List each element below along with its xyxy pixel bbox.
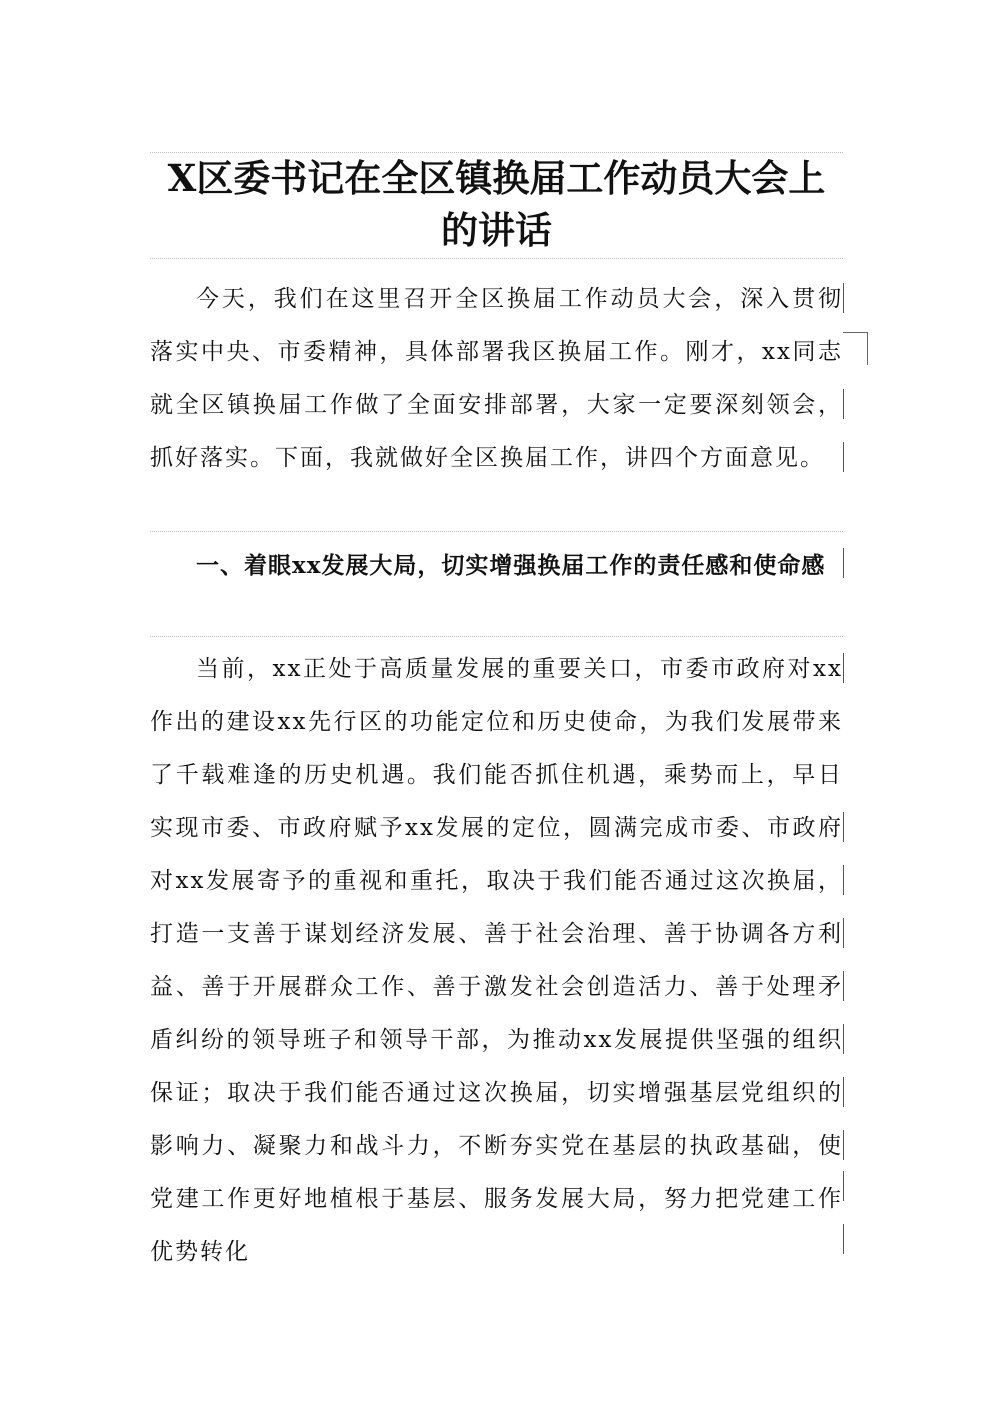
margin-bar (843, 548, 844, 578)
section-1-heading: 一、着眼xx发展大局，切实增强换届工作的责任感和使命感 (196, 552, 826, 579)
margin-bar (843, 653, 844, 683)
heading-top-rule (150, 531, 843, 532)
margin-bar (843, 442, 844, 472)
margin-bar (843, 1130, 844, 1160)
section-1-paragraph: 当前，xx正处于高质量发展的重要关口，市委市政府对xx作出的建设xx先行区的功能定位和历史使命，为我们发展带来了千载难逢的历史机遇。我们能否抓住机遇，乘势而上，早日实现市委、市政府赋予xx发展的定位，圆满完成市委、市政府对xx发展寄予的重视和重托，取决于我们能否通过这次换届，打造一支善于谋划经济发展、善于社会治理、善于协调各方利益、善于开展群众工作、善于激发社会创造活力、善于处理矛盾纠纷的领导班子和领导干部，为推动xx发展提供坚强的组织保证；取决于我们能否通过这次换届，切实增强基层党组织的影响力、凝聚力和战斗力，不断夯实党在基层的执政基础，使党建工作更好地植根于基层、服务发展大局，努力把党建工作优势转化 (150, 656, 843, 1265)
comment-anchor-mark (843, 332, 868, 365)
intro-paragraph: 今天，我们在这里召开全区换届工作动员大会，深入贯彻落实中央、市委精神，具体部署我区换届工作。刚才，xx同志就全区镇换届工作做了全面安排部署，大家一定要深刻领会，抓好落实。下面，我就做好全区换届工作，讲四个方面意见。 (150, 286, 843, 471)
margin-bar (843, 1171, 844, 1201)
margin-bar (843, 389, 844, 419)
title-bottom-rule (150, 258, 843, 259)
margin-bar (843, 971, 844, 1001)
margin-bar (843, 865, 844, 895)
margin-bar (843, 1024, 844, 1054)
heading-bottom-rule (150, 636, 843, 637)
margin-bar (843, 1077, 844, 1107)
margin-bar (843, 918, 844, 948)
margin-bar (843, 1224, 844, 1254)
document-title: X区委书记在全区镇换届工作动员大会上的讲话 (167, 156, 826, 252)
margin-bar (843, 283, 844, 313)
margin-bar (843, 812, 844, 842)
